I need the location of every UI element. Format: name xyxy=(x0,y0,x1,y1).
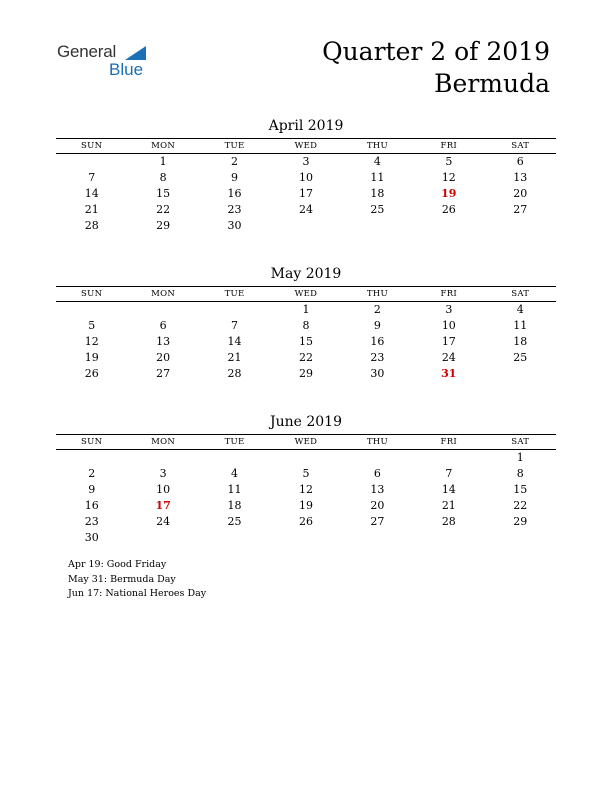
month-calendar xyxy=(56,264,556,382)
day-cell: 25 xyxy=(370,203,385,216)
day-cell: 11 xyxy=(370,171,385,184)
day-cell: 30 xyxy=(84,531,99,544)
weekday-label: MON xyxy=(151,289,176,299)
weekday-label: MON xyxy=(151,141,176,151)
day-cell xyxy=(485,530,556,546)
day-cell: 14 xyxy=(441,483,456,496)
day-cell: 26 xyxy=(298,515,313,528)
week-row xyxy=(56,514,556,530)
week-row xyxy=(56,302,556,318)
weekday-label: TUE xyxy=(224,141,245,151)
day-cell: 18 xyxy=(370,187,385,200)
day-cell: 5 xyxy=(445,155,453,168)
day-cell: 11 xyxy=(513,319,528,332)
day-cell: 7 xyxy=(88,171,96,184)
week-row xyxy=(56,350,556,366)
weekday-label: SAT xyxy=(511,437,530,447)
weekday-label: THU xyxy=(366,289,388,299)
weekday-label: SUN xyxy=(81,437,103,447)
week-row xyxy=(56,366,556,382)
day-cell: 12 xyxy=(84,335,99,348)
day-cell: 16 xyxy=(370,335,385,348)
day-cell xyxy=(127,530,198,546)
day-cell: 25 xyxy=(513,351,528,364)
week-row xyxy=(56,498,556,514)
day-cell: 29 xyxy=(513,515,528,528)
day-cell: 22 xyxy=(513,499,528,512)
weekday-label: WED xyxy=(294,289,318,299)
day-cell: 21 xyxy=(441,499,456,512)
day-cell: 2 xyxy=(373,303,381,316)
day-cell: 5 xyxy=(302,467,310,480)
day-cell: 14 xyxy=(227,335,242,348)
day-cell: 21 xyxy=(227,351,242,364)
holiday-note: May 31: Bermuda Day xyxy=(68,573,176,585)
day-cell xyxy=(127,450,198,466)
day-cell: 25 xyxy=(227,515,242,528)
weekday-label: FRI xyxy=(440,141,458,151)
week-row xyxy=(56,186,556,202)
week-row xyxy=(56,154,556,170)
day-cell: 11 xyxy=(227,483,242,496)
weekday-header xyxy=(56,138,556,154)
logo-text-blue: Blue xyxy=(109,60,144,79)
day-cell: 24 xyxy=(298,203,313,216)
weekday-label: WED xyxy=(294,437,318,447)
week-row xyxy=(56,170,556,186)
day-cell: 9 xyxy=(373,319,381,332)
week-row xyxy=(56,450,556,466)
day-cell: 18 xyxy=(227,499,242,512)
logo-text-general: General xyxy=(57,42,117,61)
day-cell xyxy=(199,450,270,466)
day-cell: 16 xyxy=(227,187,242,200)
day-cell: 13 xyxy=(156,335,171,348)
day-cell: 4 xyxy=(516,303,524,316)
day-cell: 21 xyxy=(84,203,99,216)
day-cell: 15 xyxy=(298,335,313,348)
day-cell: 8 xyxy=(516,467,524,480)
page-title xyxy=(322,36,550,100)
logo-triangle-icon xyxy=(125,46,146,60)
day-cell xyxy=(342,530,413,546)
day-cell: 20 xyxy=(156,351,171,364)
month-calendar xyxy=(56,116,556,234)
day-cell: 10 xyxy=(156,483,171,496)
day-cell: 1 xyxy=(302,303,310,316)
weekday-label: SAT xyxy=(511,141,530,151)
week-row xyxy=(56,530,556,546)
title-country: Bermuda xyxy=(434,69,550,98)
day-cell: 19 xyxy=(84,351,99,364)
day-cell: 10 xyxy=(441,319,456,332)
day-cell: 15 xyxy=(156,187,171,200)
day-cell: 30 xyxy=(227,219,242,232)
day-cell: 4 xyxy=(373,155,381,168)
week-row xyxy=(56,466,556,482)
day-cell: 30 xyxy=(370,367,385,380)
weekday-label: SUN xyxy=(81,141,103,151)
day-cell xyxy=(199,530,270,546)
holiday-note: Apr 19: Good Friday xyxy=(68,559,167,570)
day-cell: 22 xyxy=(156,203,171,216)
day-cell: 2 xyxy=(88,467,96,480)
day-cell xyxy=(413,450,484,466)
day-cell: 28 xyxy=(441,515,456,528)
day-cell xyxy=(342,450,413,466)
day-cell: 12 xyxy=(298,483,313,496)
day-cell: 26 xyxy=(84,367,99,380)
day-cell: 6 xyxy=(373,467,381,480)
weekday-header xyxy=(56,286,556,302)
day-cell: 23 xyxy=(84,515,99,528)
title-quarter: Quarter 2 of 2019 xyxy=(322,37,550,66)
day-cell: 28 xyxy=(227,367,242,380)
day-cell: 23 xyxy=(370,351,385,364)
day-cell: 27 xyxy=(513,203,528,216)
day-cell: 1 xyxy=(159,155,167,168)
day-cell: 22 xyxy=(298,351,313,364)
day-cell: 7 xyxy=(231,319,239,332)
day-cell: 3 xyxy=(302,155,310,168)
day-cell: 26 xyxy=(441,203,456,216)
month-title: April 2019 xyxy=(268,118,344,134)
day-cell: 7 xyxy=(445,467,453,480)
weekday-label: FRI xyxy=(440,289,458,299)
day-cell xyxy=(127,302,198,318)
week-row xyxy=(56,202,556,218)
day-cell: 10 xyxy=(298,171,313,184)
month-title: May 2019 xyxy=(270,266,342,282)
day-cell: 2 xyxy=(231,155,239,168)
holiday-day-cell: 17 xyxy=(155,499,171,512)
holiday-day-cell: 31 xyxy=(441,367,457,380)
day-cell: 3 xyxy=(445,303,453,316)
day-cell: 14 xyxy=(84,187,99,200)
weekday-label: THU xyxy=(366,141,388,151)
month-title: June 2019 xyxy=(269,414,342,430)
day-cell: 29 xyxy=(156,219,171,232)
day-cell: 27 xyxy=(370,515,385,528)
day-cell: 6 xyxy=(516,155,524,168)
day-cell: 17 xyxy=(298,187,313,200)
weekday-label: WED xyxy=(294,141,318,151)
day-cell: 15 xyxy=(513,483,528,496)
day-cell xyxy=(56,302,127,318)
day-cell xyxy=(199,302,270,318)
day-cell: 20 xyxy=(370,499,385,512)
week-row xyxy=(56,218,556,234)
day-cell: 8 xyxy=(159,171,167,184)
day-cell xyxy=(270,450,341,466)
weekday-label: TUE xyxy=(224,289,245,299)
weekday-label: SUN xyxy=(81,289,103,299)
day-cell: 29 xyxy=(298,367,313,380)
day-cell: 6 xyxy=(159,319,167,332)
day-cell: 13 xyxy=(370,483,385,496)
day-cell: 12 xyxy=(441,171,456,184)
week-row xyxy=(56,334,556,350)
day-cell xyxy=(413,530,484,546)
day-cell: 28 xyxy=(84,219,99,232)
day-cell: 5 xyxy=(88,319,96,332)
day-cell: 24 xyxy=(156,515,171,528)
weekday-label: MON xyxy=(151,437,176,447)
weekday-label: TUE xyxy=(224,437,245,447)
day-cell: 4 xyxy=(231,467,239,480)
day-cell xyxy=(413,218,484,234)
day-cell: 23 xyxy=(227,203,242,216)
holiday-notes xyxy=(68,558,206,602)
day-cell: 18 xyxy=(513,335,528,348)
weekday-label: THU xyxy=(366,437,388,447)
logo xyxy=(57,42,167,82)
day-cell xyxy=(270,530,341,546)
day-cell xyxy=(270,218,341,234)
day-cell: 24 xyxy=(441,351,456,364)
day-cell: 16 xyxy=(84,499,99,512)
day-cell: 27 xyxy=(156,367,171,380)
day-cell: 19 xyxy=(298,499,313,512)
day-cell xyxy=(342,218,413,234)
day-cell xyxy=(56,450,127,466)
weekday-header xyxy=(56,434,556,450)
month-calendar xyxy=(56,412,556,546)
day-cell: 8 xyxy=(302,319,310,332)
day-cell: 17 xyxy=(441,335,456,348)
day-cell xyxy=(56,154,127,170)
day-cell: 3 xyxy=(159,467,167,480)
day-cell xyxy=(485,366,556,382)
day-cell: 9 xyxy=(231,171,239,184)
holiday-day-cell: 19 xyxy=(441,187,457,200)
day-cell: 1 xyxy=(516,451,524,464)
week-row xyxy=(56,318,556,334)
weekday-label: SAT xyxy=(511,289,530,299)
day-cell: 20 xyxy=(513,187,528,200)
week-row xyxy=(56,482,556,498)
day-cell: 9 xyxy=(88,483,96,496)
day-cell xyxy=(485,218,556,234)
day-cell: 13 xyxy=(513,171,528,184)
weekday-label: FRI xyxy=(440,437,458,447)
holiday-note: Jun 17: National Heroes Day xyxy=(68,588,207,599)
